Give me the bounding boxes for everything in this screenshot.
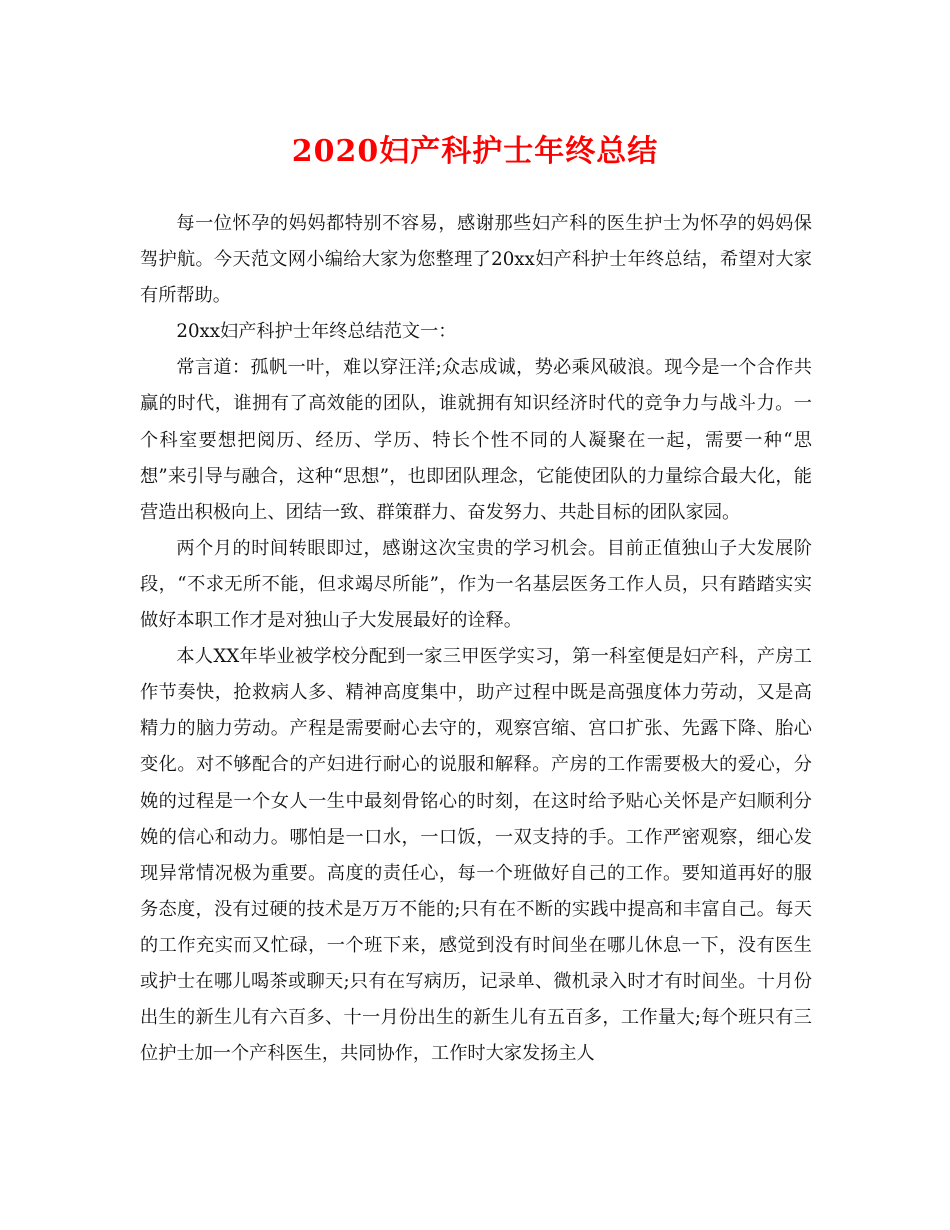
document-title: 2020妇产科护士年终总结 <box>291 134 659 169</box>
paragraph-learning-opportunity: 两个月的时间转眼即过，感谢这次宝贵的学习机会。目前正值独山子大发展阶段，“不求无所不能，但求竭尽所能”，作为一名基层医务工作人员，只有踏踏实实做好本职工作才是对独山子大发展最好的诠释。 <box>140 537 812 632</box>
paragraph-intro: 每一位怀孕的妈妈都特别不容易，感谢那些妇产科的医生护士为怀孕的妈妈保驾护航。今天范文网小编给大家为您整理了20xx妇产科护士年终总结，希望对大家有所帮助。 <box>140 213 812 307</box>
paragraph-delivery-room-work: 本人XX年毕业被学校分配到一家三甲医学实习，第一科室便是妇产科，产房工作节奏快，抢救病人多、精神高度集中，助产过程中既是高强度体力劳动，又是高精力的脑力劳动。产程是需要耐心去守的，观察宫缩、宫口扩张、先露下降、胎心变化。对不够配合的产妇进行耐心的说服和解释。产房的工作需要极大的爱心，分娩的过程是一个女人一生中最刻骨铭心的时刻，在这时给予贴心关怀是产妇顺利分娩的信心和动力。哪怕是一口水，一口饭，一双支持的手。工作严密观察，细心发现异常情况极为重要。高度的责任心，每一个班做好自己的工作。要知道再好的服务态度，没有过硬的技术是万万不能的;只有在不断的实践中提高和丰富自己。每天的工作充实而又忙碌，一个班下来，感觉到没有时间坐在哪儿休息一下，没有医生或护士在哪儿喝茶或聊天;只有在写病历，记录单、微机录入时才有时间坐。十月份出生的新生儿有六百多、十一月份出生的新生儿有五百多，工作量大;每个班只有三位护士加一个产科医生，共同协作，工作时大家发扬主人 <box>140 646 812 1065</box>
paragraph-section-heading: 20xx妇产科护士年终总结范文一： <box>176 321 457 343</box>
document-body <box>140 206 812 1072</box>
paragraph-team-philosophy: 常言道：孤帆一叶，难以穿汪洋;众志成诚，势必乘风破浪。现今是一个合作共赢的时代，谁拥有了高效能的团队，谁就拥有知识经济时代的竞争力与战斗力。一个科室要想把阅历、经历、学历、特长个性不同的人凝聚在一起，需要一种“思想”来引导与融合，这种“思想”，也即团队理念，它能使团队的力量综合最大化，能营造出积极向上、团结一致、群策群力、奋发努力、共赴目标的团队家园。 <box>140 357 812 523</box>
